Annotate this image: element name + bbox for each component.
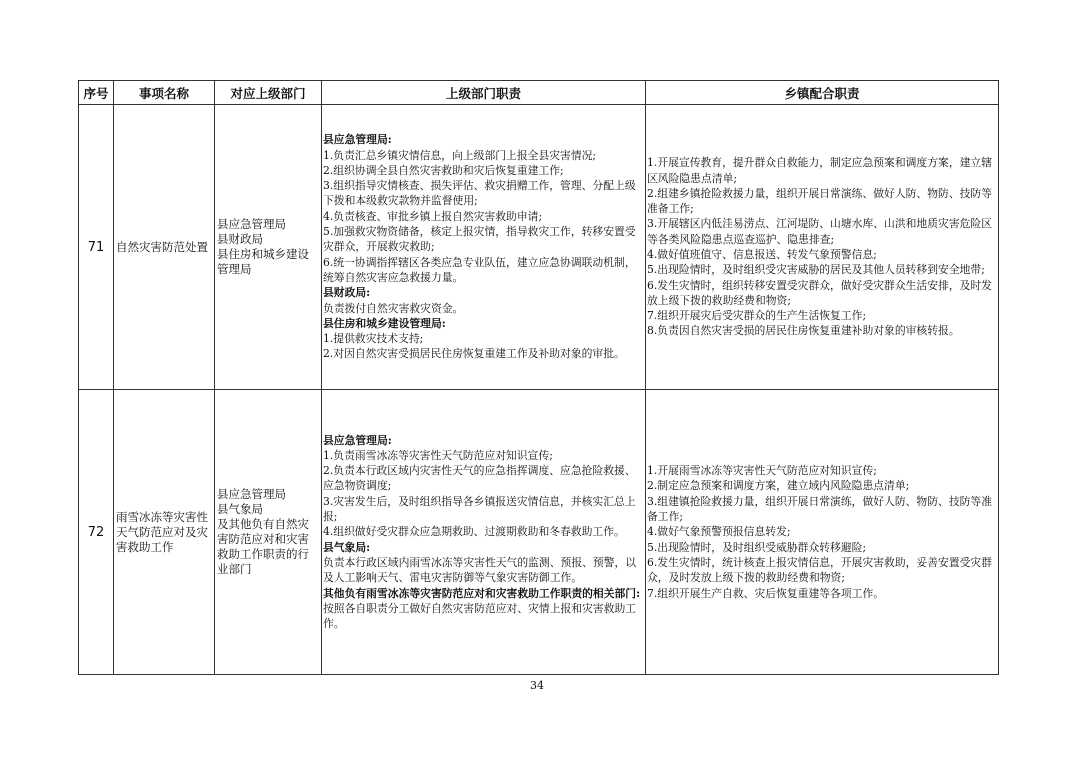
duty-item: 1.负责汇总乡镇灾情信息，向上级部门上报全县灾害情况;: [323, 148, 597, 162]
department-line: 及其他负有自然灾害防范应对和灾害救助工作职责的行业部门: [217, 517, 309, 576]
header-dept: 对应上级部门: [215, 81, 322, 105]
duty-item: 4.负责核查、审批乡镇上报自然灾害救助申请;: [323, 209, 543, 223]
township-duty-item: 3.组建镇抢险救援力量，组织开展日常演练，做好人防、物防、技防等准备工作;: [647, 494, 993, 524]
header-superior: 上级部门职责: [322, 81, 646, 105]
duty-group-heading: 其他负有雨雪冰冻等灾害防范应对和灾害救助工作职责的相关部门:: [323, 586, 641, 600]
department-line: 县应急管理局: [217, 217, 286, 231]
header-row: [79, 81, 999, 105]
duty-group-heading: 县应急管理局:: [323, 433, 392, 447]
duty-group-heading: 县财政局:: [323, 286, 371, 300]
table-row: [79, 105, 999, 390]
duty-item: 2.负责本行政区域内灾害性天气的应急指挥调度、应急抢险救援、应急物资调度;: [323, 464, 636, 493]
header-township: 乡镇配合职责: [646, 81, 999, 105]
duty-item: 4.组织做好受灾群众应急期救助、过渡期救助和冬春救助工作。: [323, 525, 625, 539]
row-item-name: 自然灾害防范处置: [114, 105, 215, 390]
department-line: 县住房和城乡建设管理局: [217, 247, 309, 276]
duty-item: 2.对因自然灾害受损居民住房恢复重建工作及补助对象的审批。: [323, 347, 625, 361]
township-duty-item: 7.组织开展灾后受灾群众的生产生活恢复工作;: [647, 309, 867, 323]
duty-item: 负责拨付自然灾害救灾资金。: [323, 301, 464, 315]
duty-item: 3.灾害发生后，及时组织指导各乡镇报送灾情信息，并核实汇总上报;: [323, 494, 636, 524]
department-line: 县气象局: [217, 502, 263, 516]
township-duty-item: 4.做好气象预警预报信息转发;: [647, 525, 791, 539]
township-duty-item: 3.开展辖区内低洼易涝点、江河堤防、山塘水库、山洪和地质灾害危险区等各类风险隐患点巡查巡护、隐患排查;: [647, 217, 993, 246]
row-seq: 71: [79, 105, 114, 390]
township-duty-item: 6.发生灾情时，统计核查上报灾情信息，开展灾害救助，妥善安置受灾群众，及时发放上级下拨的救助经费和物资;: [647, 555, 993, 585]
duty-group-heading: 县住房和城乡建设管理局:: [323, 316, 446, 330]
row-seq: 72: [79, 390, 114, 675]
header-name: 事项名称: [114, 81, 215, 105]
duty-group-heading: 县应急管理局:: [323, 133, 392, 147]
township-duty-item: 4.做好值班值守、信息报送、转发气象预警信息;: [647, 248, 877, 261]
township-duty-item: 5.出现险情时，及时组织受灾害威胁的居民及其他人员转移到安全地带;: [647, 263, 985, 277]
header-seq: 序号: [79, 81, 114, 105]
township-duty-item: 5.出现险情时，及时组织受威胁群众转移避险;: [647, 540, 867, 554]
duty-item: 按照各自职责分工做好自然灾害防范应对、灾情上报和灾害救助工作。: [323, 601, 637, 631]
row-superior-duties: [322, 390, 646, 675]
duty-item: 2.组织协调全县自然灾害救助和灾后恢复重建工作;: [323, 163, 564, 177]
department-line: 县应急管理局: [217, 487, 286, 501]
table-row: [79, 390, 999, 675]
row-township-duties: [646, 105, 999, 390]
table-body: [79, 105, 999, 675]
page-number: 34: [530, 679, 544, 692]
township-duty-item: 2.组建乡镇抢险救援力量，组织开展日常演练、做好人防、物防、技防等准备工作;: [647, 186, 993, 216]
duties-table: [78, 80, 999, 675]
department-line: 县财政局: [217, 232, 263, 246]
duty-group-heading: 县气象局:: [323, 540, 371, 554]
duty-item: 负责本行政区域内雨雪冰冻等灾害性天气的监测、预报、预警，以及人工影响天气、雷电灾害防御等气象灾害防御工作。: [323, 555, 637, 585]
township-duty-item: 8.负责因自然灾害受损的居民住房恢复重建补助对象的审核转报。: [647, 324, 960, 338]
duty-item: 3.组织指导灾情核查、损失评估、救灾捐赠工作，管理、分配上级下拨和本级救灾款物并监督使用;: [323, 179, 636, 208]
township-duty-item: 1.开展雨雪冰冻等灾害性天气防范应对知识宣传;: [647, 464, 877, 478]
row-departments: [215, 105, 322, 390]
duty-item: 1.提供救灾技术支持;: [323, 332, 424, 346]
row-item-name: 雨雪冰冻等灾害性天气防范应对及灾害救助工作: [114, 390, 215, 675]
township-duty-item: 1.开展宣传教育，提升群众自救能力，制定应急预案和调度方案，建立辖区风险隐患点清单;: [647, 156, 993, 185]
duty-item: 5.加强救灾物资储备，核定上报灾情，指导救灾工作，转移安置受灾群众，开展救灾救助;: [323, 225, 636, 254]
row-township-duties: [646, 390, 999, 675]
township-duty-item: 2.制定应急预案和调度方案，建立域内风险隐患点清单;: [647, 479, 910, 493]
duty-item: 1.负责雨雪冰冻等灾害性天气防范应对知识宣传;: [323, 448, 553, 462]
row-superior-duties: [322, 105, 646, 390]
township-duty-item: 7.组织开展生产自救、灾后恢复重建等各项工作。: [647, 586, 885, 600]
row-departments: [215, 390, 322, 675]
duty-item: 6.统一协调指挥辖区各类应急专业队伍，建立应急协调联动机制，统筹自然灾害应急救援力量。: [323, 255, 636, 284]
township-duty-item: 6.发生灾情时，组织转移安置受灾群众，做好受灾群众生活安排，及时发放上级下拨的救助经费和物资;: [647, 278, 993, 307]
